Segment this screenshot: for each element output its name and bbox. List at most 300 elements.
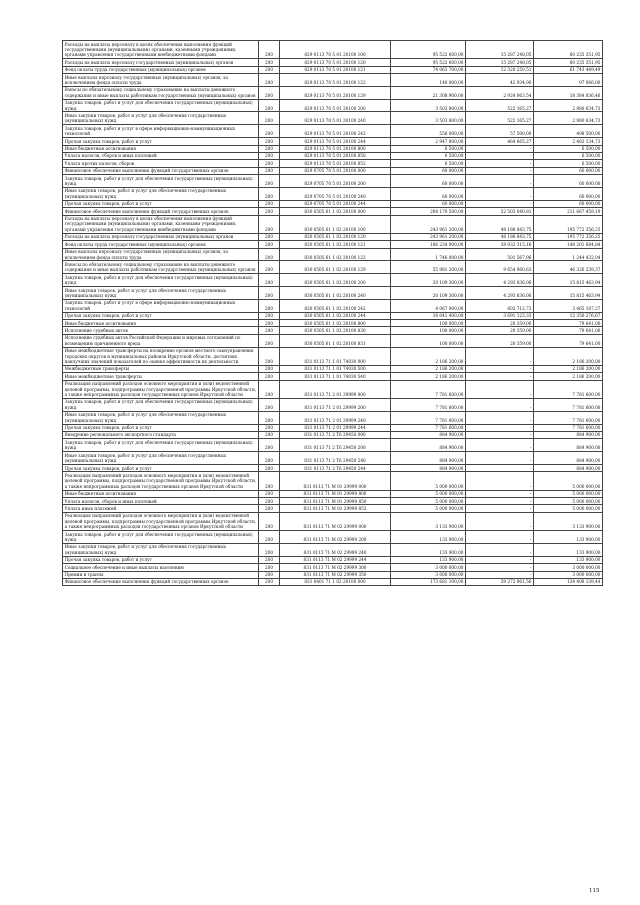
row-remainder-cell: 884 900,00	[534, 431, 603, 438]
row-remainder-cell: 498 500,00	[534, 125, 603, 138]
row-name-cell: Иные межбюджетные трансферты на поощрение органов местного самоуправления городских округов и муниципальных районов Иркутской области, достигших наилучших значений показателей по оценке эффективности их деятельности	[63, 347, 259, 365]
row-approved-cell: 3 503 800,00	[391, 99, 466, 112]
row-code-cell: 200	[259, 167, 280, 174]
row-code-cell: 200	[259, 41, 280, 59]
row-remainder-cell: 97 066,00	[534, 74, 603, 87]
row-code-cell: 200	[259, 373, 280, 380]
row-approved-cell: 7 781 600,00	[391, 411, 466, 424]
row-remainder-cell: 133 900,00	[534, 531, 603, 544]
row-executed-cell: -	[466, 175, 534, 188]
row-remainder-cell: 7 781 600,00	[534, 411, 603, 424]
row-executed-cell: -	[466, 512, 534, 530]
row-code-cell: 200	[259, 200, 280, 207]
row-executed-cell: -	[466, 431, 534, 438]
row-code-cell: 200	[259, 175, 280, 188]
row-executed-cell: 4 293 836,06	[466, 274, 534, 287]
row-kbk-cell: 830 0505 61 1 02 20100 830	[280, 327, 391, 334]
table-row	[63, 320, 603, 327]
row-approved-cell: 74 063 700,00	[391, 66, 466, 73]
row-approved-cell: 243 961 200,00	[391, 233, 466, 240]
row-remainder-cell: 5 000 000,00	[534, 505, 603, 512]
row-approved-cell: 100 000,00	[391, 320, 466, 327]
row-kbk-cell: 829 0113 70 5 01 20100 240	[280, 112, 391, 125]
row-remainder-cell: 5 000 000,00	[534, 472, 603, 490]
row-remainder-cell: 3 133 900,00	[534, 512, 603, 530]
row-executed-cell: -	[466, 365, 534, 372]
row-remainder-cell: 79 641,00	[534, 334, 603, 347]
row-approved-cell: 133 900,00	[391, 531, 466, 544]
row-name-cell: Иные бюджетные ассигнования	[63, 320, 259, 327]
row-kbk-cell: 830 0505 61 1 02 20100 000	[280, 208, 391, 215]
row-name-cell: Закупка товаров, работ и услуг для обеспечения государственных (муниципальных) нужд	[63, 175, 259, 188]
row-kbk-cell: 831 0113 71 М 01 29999 850	[280, 498, 391, 505]
table-body	[63, 41, 603, 586]
table-row	[63, 505, 603, 512]
row-name-cell: Иные межбюджетные трансферты	[63, 373, 259, 380]
budget-table-sheet	[62, 40, 602, 586]
row-name-cell: Иные закупки товаров, работ и услуг для обеспечения государственных (муниципальных) нужд	[63, 411, 259, 424]
row-code-cell: 200	[259, 439, 280, 452]
row-remainder-cell: 60 000,00	[534, 187, 603, 200]
table-row	[63, 347, 603, 365]
row-approved-cell: 556 000,00	[391, 125, 466, 138]
row-remainder-cell: 79 641,00	[534, 320, 603, 327]
row-code-cell: 200	[259, 365, 280, 372]
row-approved-cell: 100 000,00	[391, 327, 466, 334]
row-executed-cell: 2 924 063,54	[466, 86, 534, 99]
row-kbk-cell: 830 0505 61 1 02 20100 242	[280, 299, 391, 312]
row-remainder-cell: 7 781 600,00	[534, 398, 603, 411]
row-executed-cell: -	[466, 543, 534, 556]
row-code-cell: 200	[259, 125, 280, 138]
table-row	[63, 424, 603, 431]
row-approved-cell: 60 000,00	[391, 175, 466, 188]
row-executed-cell: 12 320 250,51	[466, 66, 534, 73]
row-name-cell: Прочая закупка товаров, работ и услуг	[63, 424, 259, 431]
row-name-cell: Закупка товаров, работ и услуг для обеспечения государственных (муниципальных) нужд	[63, 439, 259, 452]
row-approved-cell: 140 000,00	[391, 74, 466, 87]
row-remainder-cell: 5 000 000,00	[534, 490, 603, 497]
row-remainder-cell: 884 900,00	[534, 439, 603, 452]
row-kbk-cell: 829 0705 70 5 01 20100 000	[280, 167, 391, 174]
row-approved-cell: 6 500,00	[391, 152, 466, 159]
row-remainder-cell: 148 201 684,84	[534, 241, 603, 248]
row-code-cell: 200	[259, 411, 280, 424]
row-remainder-cell: 1 244 432,04	[534, 248, 603, 261]
row-code-cell: 200	[259, 531, 280, 544]
row-code-cell: 200	[259, 334, 280, 347]
row-kbk-cell: 831 0113 71 М 01 29999 000	[280, 472, 391, 490]
row-remainder-cell: 7 781 600,00	[534, 380, 603, 398]
row-executed-cell: 4 293 836,06	[466, 287, 534, 300]
table-row	[63, 138, 603, 145]
row-name-cell: Финансовое обеспечение выполнения функций государственных органов	[63, 167, 259, 174]
page-number: 115	[589, 888, 600, 894]
row-code-cell: 200	[259, 424, 280, 431]
table-row	[63, 327, 603, 334]
row-approved-cell: 55 981 200,00	[391, 261, 466, 274]
table-row	[63, 208, 603, 215]
row-remainder-cell: 3 000 000,00	[534, 571, 603, 578]
row-approved-cell: 3 503 800,00	[391, 112, 466, 125]
row-kbk-cell: 831 0113 71 2 Т6 29450 200	[280, 439, 391, 452]
row-kbk-cell: 830 0505 61 1 02 20100 200	[280, 274, 391, 287]
row-name-cell: Закупка товаров, работ и услуг для обеспечения государственных (муниципальных) нужд	[63, 99, 259, 112]
row-name-cell: Исполнение судебных актов	[63, 327, 259, 334]
row-executed-cell: 52 503 040,81	[466, 208, 534, 215]
row-approved-cell: 186 234 000,00	[391, 241, 466, 248]
row-remainder-cell: 195 772 356,25	[534, 233, 603, 240]
row-code-cell: 200	[259, 472, 280, 490]
row-approved-cell: 5 000 000,00	[391, 472, 466, 490]
row-name-cell: Прочая закупка товаров, работ и услуг	[63, 312, 259, 319]
table-row	[63, 125, 603, 138]
row-remainder-cell: 6 500,00	[534, 152, 603, 159]
table-row	[63, 365, 603, 372]
table-row	[63, 465, 603, 472]
row-kbk-cell: 831 0113 71 1 01 74030 000	[280, 347, 391, 365]
row-name-cell: Иные бюджетные ассигнования	[63, 145, 259, 152]
row-approved-cell: 264 170 500,00	[391, 208, 466, 215]
row-remainder-cell: 79 641,00	[534, 327, 603, 334]
row-code-cell: 200	[259, 505, 280, 512]
row-kbk-cell: 830 0505 61 1 02 20100 800	[280, 320, 391, 327]
row-approved-cell: 133 900,00	[391, 543, 466, 556]
row-kbk-cell: 831 0113 71 М 01 29999 853	[280, 505, 391, 512]
table-row	[63, 439, 603, 452]
row-approved-cell: 2 186 200,00	[391, 365, 466, 372]
row-approved-cell: 21 308 900,00	[391, 86, 466, 99]
row-code-cell: 200	[259, 215, 280, 233]
row-code-cell: 200	[259, 490, 280, 497]
table-row	[63, 99, 603, 112]
row-name-cell: Иные закупки товаров, работ и услуг для обеспечения государственных (муниципальных) нужд	[63, 112, 259, 125]
row-approved-cell: 6 500,00	[391, 145, 466, 152]
row-kbk-cell: 829 0705 70 5 01 20100 200	[280, 175, 391, 188]
row-remainder-cell: 6 500,00	[534, 160, 603, 167]
row-code-cell: 200	[259, 187, 280, 200]
row-name-cell: Взносы по обязательному социальному страхованию на выплаты денежного содержания и иные выплаты работникам государственных (муниципальных) органов	[63, 261, 259, 274]
table-row	[63, 498, 603, 505]
row-kbk-cell: 831 0113 71 2 Т6 29450 000	[280, 431, 391, 438]
row-remainder-cell: 211 667 459,19	[534, 208, 603, 215]
row-executed-cell: 15 287 248,05	[466, 41, 534, 59]
row-name-cell: Расходы на выплаты персоналу в целях обеспечения выполнения функций государственными (муниципальными) органами, казенными учреждениями, органами управления государственными внебюджетными фондами	[63, 215, 259, 233]
row-remainder-cell: 80 235 351,95	[534, 59, 603, 66]
table-row	[63, 241, 603, 248]
row-remainder-cell: 80 235 351,95	[534, 41, 603, 59]
row-approved-cell: 884 900,00	[391, 465, 466, 472]
row-approved-cell: 60 000,00	[391, 167, 466, 174]
table-row	[63, 175, 603, 188]
row-remainder-cell: 884 900,00	[534, 452, 603, 465]
row-executed-cell: -	[466, 347, 534, 365]
row-kbk-cell: 830 0505 61 1 02 20100 100	[280, 215, 391, 233]
row-code-cell: 200	[259, 299, 280, 312]
row-approved-cell: 7 781 600,00	[391, 380, 466, 398]
row-approved-cell: 2 947 800,00	[391, 138, 466, 145]
row-executed-cell: -	[466, 145, 534, 152]
row-code-cell: 200	[259, 248, 280, 261]
row-approved-cell: 5 000 000,00	[391, 490, 466, 497]
row-approved-cell: 60 000,00	[391, 200, 466, 207]
table-row	[63, 261, 603, 274]
row-code-cell: 200	[259, 66, 280, 73]
row-code-cell: 200	[259, 452, 280, 465]
row-kbk-cell: 831 0113 71 М 01 29999 800	[280, 490, 391, 497]
row-remainder-cell: 133 900,00	[534, 543, 603, 556]
row-code-cell: 200	[259, 86, 280, 99]
row-approved-cell: 95 522 600,00	[391, 41, 466, 59]
table-row	[63, 373, 603, 380]
row-kbk-cell: 830 0505 61 1 02 20100 129	[280, 261, 391, 274]
row-kbk-cell: 831 0113 71 2 01 29999 240	[280, 411, 391, 424]
row-remainder-cell: 18 384 836,46	[534, 86, 603, 99]
row-executed-cell: 20 359,00	[466, 320, 534, 327]
table-row	[63, 66, 603, 73]
row-code-cell: 200	[259, 347, 280, 365]
row-remainder-cell: 3 465 187,27	[534, 299, 603, 312]
table-row	[63, 512, 603, 530]
row-approved-cell: 243 961 200,00	[391, 215, 466, 233]
row-executed-cell: 38 032 315,16	[466, 241, 534, 248]
table-row	[63, 334, 603, 347]
row-kbk-cell: 829 0113 70 5 01 20100 852	[280, 160, 391, 167]
row-name-cell: Прочая закупка товаров, работ и услуг	[63, 556, 259, 563]
row-code-cell: 200	[259, 556, 280, 563]
row-code-cell: 200	[259, 543, 280, 556]
row-kbk-cell: 831 0113 71 М 02 29999 000	[280, 512, 391, 530]
row-approved-cell: 133 900,00	[391, 556, 466, 563]
row-approved-cell: 884 900,00	[391, 439, 466, 452]
table-row	[63, 472, 603, 490]
row-approved-cell: 884 900,00	[391, 431, 466, 438]
table-row	[63, 531, 603, 544]
row-approved-cell: 60 000,00	[391, 187, 466, 200]
row-code-cell: 200	[259, 512, 280, 530]
row-code-cell: 200	[259, 465, 280, 472]
row-approved-cell: 2 186 200,00	[391, 373, 466, 380]
table-row	[63, 431, 603, 438]
row-name-cell: Закупка товаров, работ и услуг в сфере информационно-коммуникационных технологий	[63, 299, 259, 312]
row-code-cell: 200	[259, 312, 280, 319]
row-kbk-cell: 829 0113 70 5 01 20100 244	[280, 138, 391, 145]
row-name-cell: Закупка товаров, работ и услуг в сфере информационно-коммуникационных технологий	[63, 125, 259, 138]
row-executed-cell: -	[466, 424, 534, 431]
row-kbk-cell: 831 0401 71 1 02 20100 000	[280, 578, 391, 585]
table-row	[63, 571, 603, 578]
row-remainder-cell: 2 980 634,73	[534, 99, 603, 112]
row-executed-cell: 522 165,27	[466, 99, 534, 112]
row-approved-cell: 3 000 000,00	[391, 564, 466, 571]
row-kbk-cell: 829 0113 70 5 01 20100 129	[280, 86, 391, 99]
table-row	[63, 274, 603, 287]
table-row	[63, 312, 603, 319]
row-kbk-cell: 829 0113 70 5 01 20100 121	[280, 66, 391, 73]
budget-execution-table	[62, 40, 603, 586]
row-executed-cell: -	[466, 411, 534, 424]
row-executed-cell: 42 934,00	[466, 74, 534, 87]
row-executed-cell: 57 500,00	[466, 125, 534, 138]
table-row	[63, 411, 603, 424]
row-executed-cell: -	[466, 380, 534, 398]
row-executed-cell: -	[466, 564, 534, 571]
row-approved-cell: 7 781 600,00	[391, 424, 466, 431]
row-remainder-cell: 3 000 000,00	[534, 564, 603, 571]
row-executed-cell: -	[466, 505, 534, 512]
row-code-cell: 200	[259, 287, 280, 300]
row-code-cell: 200	[259, 145, 280, 152]
row-name-cell: Финансовое обеспечение выполнения функций государственных органов	[63, 208, 259, 215]
row-approved-cell: 16 041 400,00	[391, 312, 466, 319]
row-executed-cell: 522 165,27	[466, 112, 534, 125]
row-remainder-cell: 134 408 138,44	[534, 578, 603, 585]
table-row	[63, 215, 603, 233]
row-code-cell: 200	[259, 564, 280, 571]
row-approved-cell: 100 000,00	[391, 334, 466, 347]
row-name-cell: Финансовое обеспечение выполнения функций государственных органов	[63, 578, 259, 585]
row-executed-cell: 20 359,00	[466, 334, 534, 347]
row-remainder-cell: 15 815 463,94	[534, 274, 603, 287]
row-kbk-cell: 831 0113 71 М 02 29999 200	[280, 531, 391, 544]
row-name-cell: Расходы на выплаты персоналу государственных (муниципальных) органов	[63, 59, 259, 66]
row-name-cell: Иные выплаты персоналу государственных (муниципальных) органов, за исключением фонда оплаты труда	[63, 248, 259, 261]
row-code-cell: 200	[259, 261, 280, 274]
row-kbk-cell: 829 0113 70 5 01 20100 242	[280, 125, 391, 138]
row-approved-cell: 20 109 300,00	[391, 274, 466, 287]
row-kbk-cell: 831 0113 71 2 Т6 29450 244	[280, 465, 391, 472]
row-code-cell: 200	[259, 578, 280, 585]
row-approved-cell: 1 746 000,00	[391, 248, 466, 261]
row-executed-cell: -	[466, 571, 534, 578]
row-name-cell: Премии и гранты	[63, 571, 259, 578]
row-code-cell: 200	[259, 160, 280, 167]
row-name-cell: Иные выплаты персоналу государственных (муниципальных) органов, за исключением фонда оплаты труда	[63, 74, 259, 87]
row-code-cell: 200	[259, 233, 280, 240]
row-code-cell: 200	[259, 152, 280, 159]
row-kbk-cell: 831 0113 71 2 Т6 29450 240	[280, 452, 391, 465]
row-name-cell: Прочая закупка товаров, работ и услуг	[63, 465, 259, 472]
row-remainder-cell: 60 000,00	[534, 200, 603, 207]
row-kbk-cell: 829 0113 70 5 01 20100 200	[280, 99, 391, 112]
row-remainder-cell: 884 900,00	[534, 465, 603, 472]
row-kbk-cell: 829 0705 70 5 01 20100 244	[280, 200, 391, 207]
row-kbk-cell: 831 0113 71 М 02 29999 300	[280, 564, 391, 571]
row-remainder-cell: 15 815 463,94	[534, 287, 603, 300]
row-code-cell: 200	[259, 112, 280, 125]
row-executed-cell: 602 712,73	[466, 299, 534, 312]
table-row	[63, 556, 603, 563]
row-remainder-cell: 46 326 239,37	[534, 261, 603, 274]
row-name-cell: Реализация направлений расходов основного мероприятия и (или) ведомственной целевой программы, подпрограммы государственной программы Иркутской области, а также непрограммных расходов государственных органов Иркутской области	[63, 380, 259, 398]
row-approved-cell: 884 900,00	[391, 452, 466, 465]
row-kbk-cell: 830 0505 61 1 02 20100 831	[280, 334, 391, 347]
row-kbk-cell: 830 0505 61 1 02 20100 122	[280, 248, 391, 261]
row-executed-cell: -	[466, 465, 534, 472]
row-approved-cell: 2 186 200,00	[391, 347, 466, 365]
row-code-cell: 200	[259, 99, 280, 112]
row-approved-cell: 3 000 000,00	[391, 571, 466, 578]
row-approved-cell: 95 522 600,00	[391, 59, 466, 66]
row-code-cell: 200	[259, 138, 280, 145]
table-row	[63, 112, 603, 125]
row-name-cell: Закупка товаров, работ и услуг для обеспечения государственных (муниципальных) нужд	[63, 398, 259, 411]
row-executed-cell: -	[466, 160, 534, 167]
table-row	[63, 380, 603, 398]
row-approved-cell: 5 000 000,00	[391, 498, 466, 505]
row-code-cell: 200	[259, 320, 280, 327]
table-row	[63, 167, 603, 174]
row-remainder-cell: 2 186 200,00	[534, 365, 603, 372]
row-executed-cell: -	[466, 472, 534, 490]
row-code-cell: 200	[259, 498, 280, 505]
row-executed-cell: -	[466, 556, 534, 563]
row-executed-cell: -	[466, 531, 534, 544]
table-row	[63, 248, 603, 261]
row-executed-cell: -	[466, 152, 534, 159]
row-code-cell: 200	[259, 571, 280, 578]
row-name-cell: Уплата иных платежей	[63, 505, 259, 512]
row-name-cell: Закупка товаров, работ и услуг для обеспечения государственных (муниципальных) нужд	[63, 274, 259, 287]
row-kbk-cell: 829 0113 70 5 01 20100 100	[280, 41, 391, 59]
row-remainder-cell: 7 781 600,00	[534, 424, 603, 431]
row-executed-cell: 501 567,96	[466, 248, 534, 261]
row-kbk-cell: 831 0113 71 М 02 29999 244	[280, 556, 391, 563]
row-remainder-cell: 195 772 356,25	[534, 215, 603, 233]
row-executed-cell: 15 287 248,05	[466, 59, 534, 66]
row-executed-cell: 39 272 961,56	[466, 578, 534, 585]
row-kbk-cell: 831 0113 71 2 01 29999 200	[280, 398, 391, 411]
row-name-cell: Прочая закупка товаров, работ и услуг	[63, 200, 259, 207]
table-row	[63, 490, 603, 497]
row-kbk-cell: 831 0113 71 1 01 74030 540	[280, 373, 391, 380]
row-kbk-cell: 830 0505 61 1 02 20100 121	[280, 241, 391, 248]
row-name-cell: Уплата прочих налогов, сборов	[63, 160, 259, 167]
row-kbk-cell: 831 0113 71 М 02 29999 350	[280, 571, 391, 578]
row-remainder-cell: 6 500,00	[534, 145, 603, 152]
table-row	[63, 398, 603, 411]
row-remainder-cell: 2 980 634,73	[534, 112, 603, 125]
row-remainder-cell: 2 186 200,00	[534, 347, 603, 365]
row-executed-cell: 48 188 843,75	[466, 215, 534, 233]
table-row	[63, 299, 603, 312]
row-code-cell: 200	[259, 327, 280, 334]
row-remainder-cell: 5 000 000,00	[534, 498, 603, 505]
row-executed-cell: 20 359,00	[466, 327, 534, 334]
row-name-cell: Расходы на выплаты персоналу государственных (муниципальных) органов	[63, 233, 259, 240]
row-name-cell: Межбюджетные трансферты	[63, 365, 259, 372]
row-kbk-cell: 831 0113 71 2 01 29999 000	[280, 380, 391, 398]
row-name-cell: Иные закупки товаров, работ и услуг для обеспечения государственных (муниципальных) нужд	[63, 187, 259, 200]
table-row	[63, 564, 603, 571]
row-executed-cell: -	[466, 398, 534, 411]
row-approved-cell: 3 133 900,00	[391, 512, 466, 530]
row-name-cell: Иные закупки товаров, работ и услуг для обеспечения государственных (муниципальных) нужд	[63, 543, 259, 556]
table-row	[63, 578, 603, 585]
table-row	[63, 41, 603, 59]
row-code-cell: 200	[259, 431, 280, 438]
row-executed-cell: -	[466, 490, 534, 497]
row-kbk-cell: 829 0113 70 5 01 20100 122	[280, 74, 391, 87]
row-executed-cell: 464 665,27	[466, 138, 534, 145]
row-executed-cell: -	[466, 167, 534, 174]
row-approved-cell: 4 067 900,00	[391, 299, 466, 312]
row-code-cell: 200	[259, 208, 280, 215]
row-remainder-cell: 133 900,00	[534, 556, 603, 563]
row-name-cell: Закупка товаров, работ и услуг для обеспечения государственных (муниципальных) нужд	[63, 531, 259, 544]
row-name-cell: Прочая закупка товаров, работ и услуг	[63, 138, 259, 145]
table-row	[63, 59, 603, 66]
